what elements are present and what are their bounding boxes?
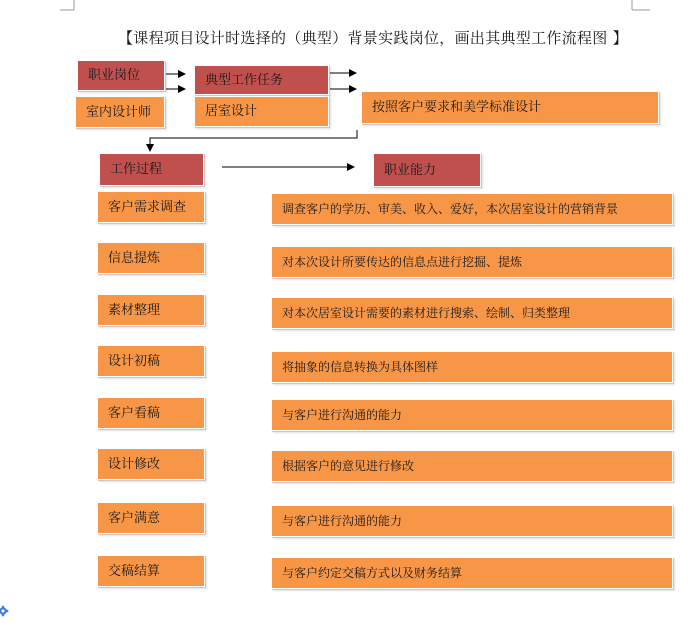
- process-step-box: [97, 448, 205, 480]
- process-step-box: [97, 191, 205, 223]
- process-step-box: [97, 345, 205, 377]
- ability-desc-box: [271, 557, 673, 589]
- ability-desc-box: [271, 450, 673, 482]
- process-step-label: 客户满意: [108, 510, 161, 526]
- task-requirement-label: 按照客户要求和美学标准设计: [372, 100, 542, 115]
- gear-icon[interactable]: [0, 604, 12, 618]
- process-step-box: [97, 242, 205, 274]
- ability-desc-label: 对本次设计所要传达的信息点进行挖掘、提炼: [282, 255, 523, 269]
- task-header-label: 典型工作任务: [205, 72, 284, 88]
- ability-desc-label: 调查客户的学历、审美、收入、爱好，本次居室设计的营销背景: [282, 202, 619, 216]
- ability-desc-label: 对本次居室设计需要的素材进行搜索、绘制、归类整理: [282, 306, 571, 320]
- process-step-label: 设计初稿: [108, 353, 161, 369]
- process-step-box: [97, 397, 205, 429]
- position-header-box: [77, 60, 165, 91]
- task-requirement-box: [361, 91, 659, 124]
- ability-desc-box: [271, 505, 673, 537]
- position-header-label: 职业岗位: [88, 68, 141, 83]
- process-step-label: 客户需求调查: [108, 199, 187, 215]
- arrow-to-process: [150, 130, 357, 151]
- ability-desc-box: [271, 193, 673, 225]
- process-step-label: 信息提炼: [108, 250, 161, 266]
- process-step-box: [97, 555, 205, 587]
- process-step-label: 素材整理: [108, 302, 161, 318]
- position-value-box: [75, 96, 165, 128]
- ability-desc-label: 与客户进行沟通的能力: [282, 408, 403, 422]
- process-step-label: 客户看稿: [108, 405, 161, 421]
- process-header-label: 工作过程: [110, 162, 163, 177]
- process-step-label: 设计修改: [108, 456, 161, 472]
- position-value-label: 室内设计师: [86, 104, 152, 120]
- process-step-box: [97, 294, 205, 326]
- process-step-label: 交稿结算: [108, 563, 161, 579]
- ability-desc-label: 与客户进行沟通的能力: [282, 514, 403, 528]
- task-value-label: 居室设计: [205, 104, 258, 119]
- task-value-box: [194, 96, 329, 127]
- ability-desc-box: [271, 246, 673, 278]
- ability-desc-box: [271, 399, 673, 431]
- process-step-box: [97, 502, 205, 534]
- ability-desc-label: 根据客户的意见进行修改: [282, 459, 415, 473]
- task-header-box: [194, 65, 329, 95]
- ability-desc-label: 与客户约定交稿方式以及财务结算: [282, 566, 463, 580]
- ability-header-box: [373, 153, 481, 187]
- diagram-title: 【课程项目设计时选择的（典型）背景实践岗位，画出其典型工作流程图 】: [118, 29, 628, 47]
- ability-desc-label: 将抽象的信息转换为具体图样: [282, 360, 439, 374]
- process-header-box: [99, 153, 204, 186]
- ability-desc-box: [271, 351, 673, 383]
- ability-desc-box: [271, 297, 673, 329]
- ability-header-label: 职业能力: [384, 162, 437, 178]
